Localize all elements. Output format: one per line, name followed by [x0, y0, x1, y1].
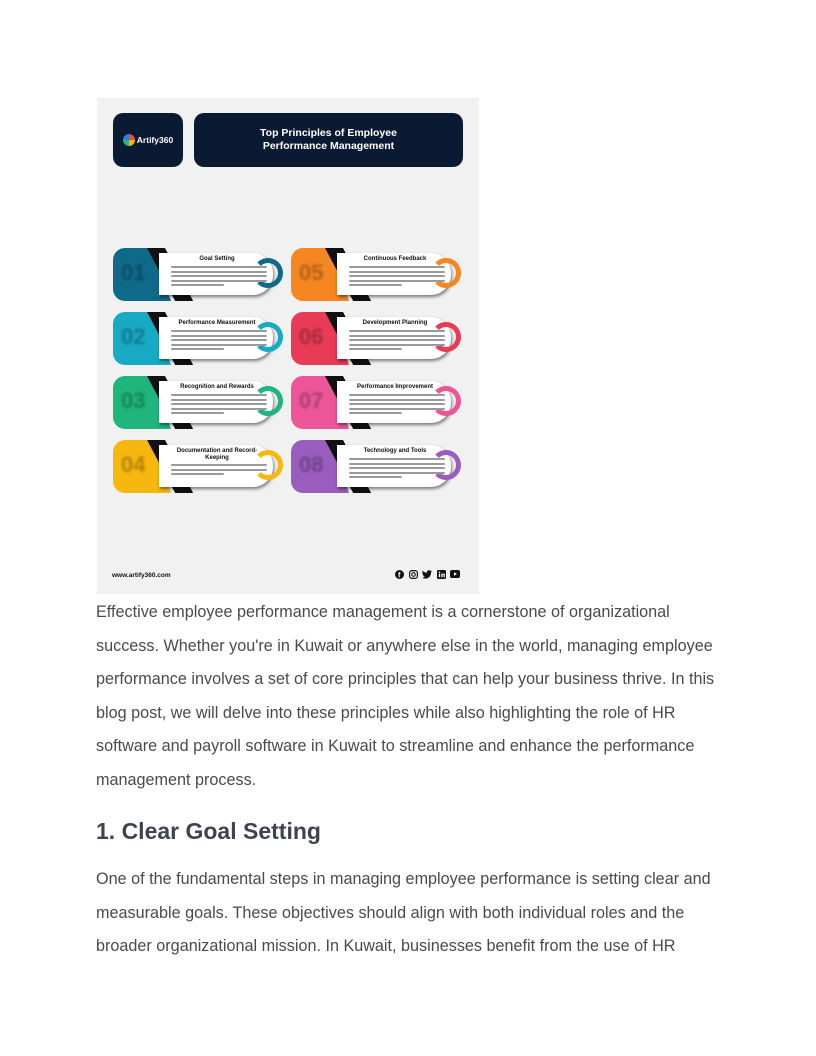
principle-card [291, 312, 463, 365]
card-description-lines [171, 394, 267, 417]
principle-card [113, 440, 285, 493]
card-title: Performance Improvement [356, 384, 434, 390]
twitter-icon [422, 569, 432, 579]
facebook-icon [394, 569, 404, 579]
card-number: 02 [121, 324, 146, 349]
card-description-lines [171, 330, 267, 353]
principle-card [291, 248, 463, 301]
principle-card [291, 440, 463, 493]
infographic-title-line1: Top Principles of Employee [260, 127, 397, 139]
social-icons [394, 569, 460, 579]
section-heading: 1. Clear Goal Setting [96, 818, 321, 844]
card-title: Technology and Tools [363, 448, 427, 454]
card-title: Recognition and Rewards [180, 384, 254, 390]
section-paragraph: One of the fundamental steps in managing employee performance is setting clear and measurable goals. These objectives should align with both individual roles and the broader organizational mission. In Kuwait, businesses benefit from the use of HR [96, 870, 711, 956]
principle-card [291, 376, 463, 429]
card-number: 04 [121, 452, 146, 477]
infographic-title-line2: Performance Management [262, 140, 395, 152]
card-description-lines [349, 266, 445, 289]
card-number: 05 [299, 260, 324, 285]
card-description-lines [171, 266, 267, 289]
card-description-lines [171, 464, 267, 478]
principle-card [113, 312, 285, 365]
card-description-lines [349, 330, 445, 353]
card-title: Development Planning [362, 320, 428, 326]
card-title: Continuous Feedback [363, 256, 427, 262]
linkedin-icon [436, 569, 446, 579]
card-title: Goal Setting [199, 256, 235, 262]
svg-text:f: f [397, 570, 400, 579]
card-title: Performance Measurement [178, 320, 256, 326]
card-number: 06 [299, 324, 324, 349]
infographic-image [97, 98, 479, 594]
logo-mark-icon [123, 134, 135, 146]
principle-card [113, 376, 285, 429]
infographic-title [194, 113, 463, 167]
card-number: 01 [121, 260, 146, 285]
logo [113, 113, 183, 167]
instagram-icon [408, 569, 418, 579]
card-number: 03 [121, 388, 146, 413]
footer-url: www.artify360.com [112, 572, 171, 579]
card-description-lines [349, 394, 445, 417]
card-number: 07 [299, 388, 324, 413]
card-number: 08 [299, 452, 324, 477]
intro-paragraph: Effective employee performance management is a cornerstone of organizational success. Whether you're in Kuwait or anywhere else in the world, managing employee performance involves a set of core principles that can help your business thrive. In this blog post, we will delve into these principles while also highlighting the role of HR software and payroll software in Kuwait to streamline and enhance the performance management process. [96, 603, 715, 789]
card-title: Documentation and Record-Keeping [176, 448, 258, 461]
logo-text: Artify360 [136, 135, 174, 145]
card-description-lines [349, 458, 445, 481]
article-body [96, 596, 720, 956]
youtube-icon [450, 569, 460, 579]
principle-card [113, 248, 285, 301]
